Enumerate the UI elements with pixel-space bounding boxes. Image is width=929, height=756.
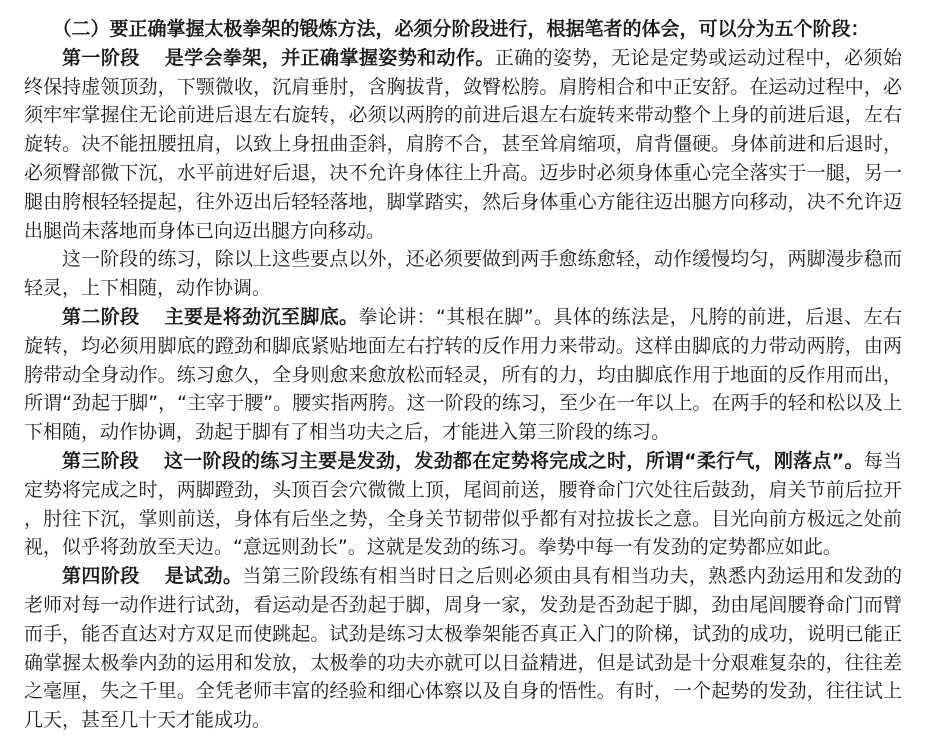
stage-2-heading: 主要是将劲沉至脚底。 — [164, 305, 359, 328]
stage-1-heading: 是学会拳架，并正确掌握姿势和动作。 — [164, 46, 495, 69]
stage-3-label: 第三阶段 — [62, 449, 140, 472]
stage-4-paragraph — [24, 562, 902, 735]
stage-1-paragraph — [24, 44, 902, 246]
stage-3-heading: 这一阶段的练习主要是发劲，发劲都在定势将完成之时，所谓“柔行气，刚落点”。 — [163, 449, 864, 472]
stage-1-followup: 这一阶段的练习，除以上这些要点以外，还必须要做到两手愈练愈轻，动作缓慢均匀，两脚漫步稳而轻灵，上下相随，动作协调。 — [24, 248, 902, 300]
stage-3-paragraph — [24, 447, 902, 562]
stage-2-label: 第二阶段 — [62, 305, 140, 328]
stage-4-label: 第四阶段 — [62, 565, 140, 588]
stage-2-paragraph — [24, 303, 902, 447]
stage-4-heading: 是试劲。 — [164, 565, 243, 588]
section-intro: （二）要正确掌握太极拳架的锻炼方法，必须分阶段进行，根据笔者的体会，可以分为五个阶段： — [52, 18, 870, 40]
stage-4-body: 当第三阶段练有相当时日之后则必须由具有相当功夫，熟悉内劲运用和发劲的老师对每一动作进行试劲，看运动是否劲起于脚，周身一家，发劲是否劲起于脚，劲由尾闾腰脊命门而臂而手，能否直达对方双足而使跳起。试劲是练习太极拳架能否真正入门的阶梯，试劲的成功，说明已能正确掌握太极拳内劲的运用和发放，太极拳的功夫亦就可以日益精进，但是试劲是十分艰难复杂的，往往差之毫厘，失之千里。全凭老师丰富的经验和细心体察以及自身的悟性。有时，一个起势的发劲，往往试上几天，甚至几十天才能成功。 — [24, 565, 902, 732]
stage-3-body: 每当定势将完成之时，两脚蹬劲，头顶百会穴微微上顶，尾闾前送，腰脊命门穴处往后鼓劲，肩关节前后拉开，肘往下沉，掌则前送，身体有后坐之势，全身关节韧带似乎都有对拉拔长之意。目光向前方极远之处前视，似乎将劲放至天边。“意远则劲长”。这就是发劲的练习。拳势中每一有发劲的定势都应如此。 — [24, 449, 902, 559]
stage-1-body: 正确的姿势，无论是定势或运动过程中，必须始终保持虚领顶劲，下颚微收，沉肩垂肘，含胸拔背，敛臀松胯。肩胯相合和中正安舒。在运动过程中，必须牢牢掌握住无论前进后退左右旋转，必须以两胯的前进后退左右旋转来带动整个上身的前进后退，左右旋转。决不能扭腰扭肩，以致上身扭曲歪斜，肩胯不合，甚至耸肩缩项，肩背僵硬。身体前进和后退时，必须臀部微下沉，水平前进好后退，决不允许身体往上升高。迈步时必须身体重心完全落实于一腿，另一腿由胯根轻轻提起，往外迈出后轻轻落地，脚掌踏实，然后身体重心方能往迈出腿方向移动，决不允许迈出腿尚未落地而身体已向迈出腿方向移动。 — [24, 46, 902, 242]
document-body — [24, 15, 902, 735]
stage-1-label: 第一阶段 — [62, 46, 140, 69]
stage-2-body: 拳论讲：“其根在脚”。具体的练法是，凡胯的前进，后退、左右旋转，均必须用脚底的蹬劲和脚底紧贴地面左右拧转的反作用力来带动。这样由脚底的力带动两胯，由两胯带动全身动作。练习愈久，全身则愈来愈放松而轻灵，所有的力，均由脚底作用于地面的反作用而出，所谓“劲起于脚”，“主宰于腰”。腰实指两胯。这一阶段的练习，至少在一年以上。在两手的轻和松以及上下相随，动作协调，劲起于脚有了相当功夫之后，才能进入第三阶段的练习。 — [24, 305, 902, 444]
